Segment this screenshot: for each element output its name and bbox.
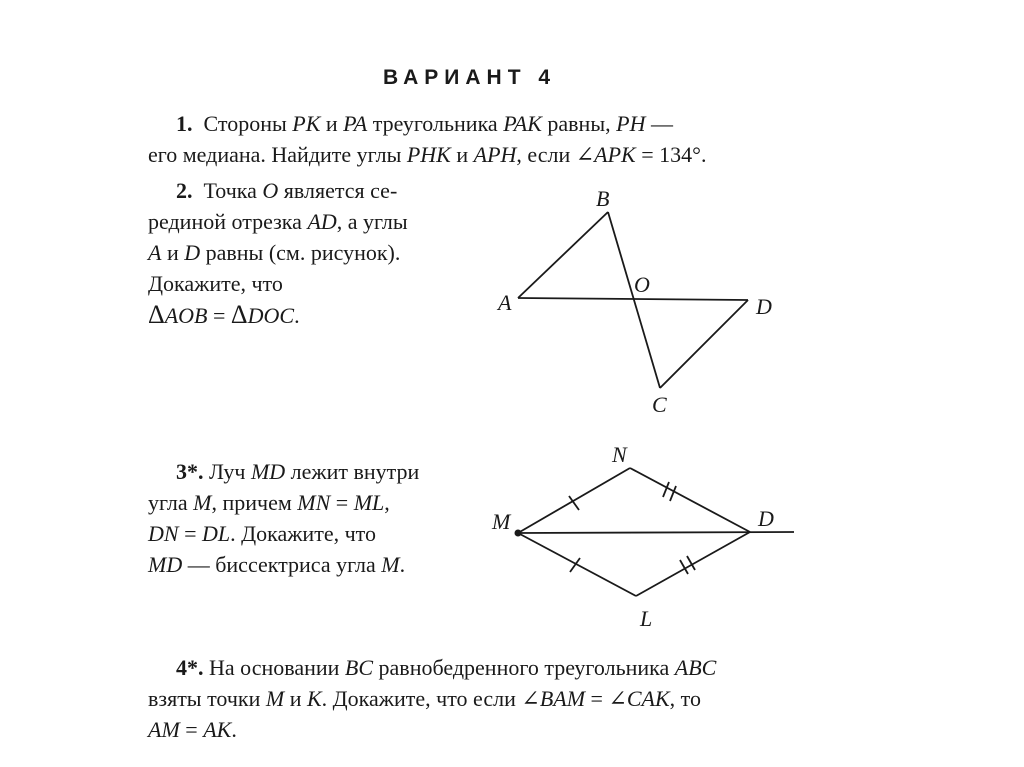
text: = 134°. — [635, 142, 707, 167]
text: равнобедренного треугольника — [373, 655, 675, 680]
math-cak: CAK — [626, 686, 670, 711]
text: его медиана. Найдите углы — [148, 142, 407, 167]
segment-ab — [518, 212, 608, 298]
text: и — [320, 111, 344, 136]
triangle-symbol: Δ — [230, 300, 248, 329]
math-pk: PK — [292, 111, 321, 136]
text: и — [450, 142, 474, 167]
label-m: M — [492, 509, 511, 534]
math-ml: ML — [353, 490, 385, 515]
text: = — [179, 717, 204, 742]
math-doc: DOC — [247, 303, 295, 328]
math-pak: PAK — [503, 111, 542, 136]
triangle-symbol: Δ — [148, 300, 165, 329]
label-b: B — [596, 186, 610, 211]
math-bc: BC — [344, 655, 374, 680]
problem-4-number: 4*. — [176, 655, 204, 680]
text: . — [399, 552, 406, 577]
math-dn: DN — [148, 521, 179, 546]
math-abc: ABC — [674, 655, 717, 680]
text: рединой отрезка — [148, 209, 308, 234]
label-o: O — [634, 272, 650, 297]
problem-3-number: 3*. — [176, 459, 204, 484]
text: . Докажите, что — [230, 521, 376, 546]
label-a: A — [498, 290, 512, 315]
text: и — [284, 686, 307, 711]
math-ad: AD — [307, 209, 337, 234]
angle-symbol: ∠ — [608, 686, 627, 711]
text: равны, — [541, 111, 617, 136]
figure-aob-doc — [496, 186, 772, 417]
text: Стороны — [203, 111, 293, 136]
math-md: MD — [250, 459, 286, 484]
label-d: D — [758, 506, 774, 531]
math-aph: APH — [473, 142, 517, 167]
problem-2-number: 2. — [176, 178, 193, 203]
text: угла — [148, 490, 194, 515]
label-d: D — [756, 294, 772, 319]
text: , то — [669, 686, 701, 711]
text: — биссектриса угла — [182, 552, 382, 577]
text: , если — [516, 142, 576, 167]
text: = — [178, 521, 202, 546]
ray-md — [518, 532, 794, 533]
text: — — [645, 111, 673, 136]
math-md: MD — [148, 552, 183, 577]
label-c: C — [652, 392, 667, 417]
math-d: D — [184, 240, 201, 265]
math-dl: DL — [201, 521, 231, 546]
math-m: M — [381, 552, 400, 577]
segment-dc — [660, 300, 748, 388]
tick-nd-1 — [663, 482, 669, 497]
text: На основании — [203, 655, 345, 680]
text: лежит внутри — [285, 459, 420, 484]
math-phk: PHK — [406, 142, 451, 167]
math-m: M — [265, 686, 285, 711]
text: и — [161, 240, 185, 265]
segment-ml — [518, 533, 636, 596]
text: , а углы — [336, 209, 408, 234]
segment-ld — [636, 532, 750, 596]
text: . — [294, 303, 300, 328]
angle-symbol: ∠ — [575, 142, 595, 167]
text: равны (см. рисунок). — [200, 240, 401, 265]
segment-nd — [630, 468, 750, 532]
text: = — [585, 686, 609, 711]
math-mn: MN — [297, 490, 331, 515]
math-pa: PA — [343, 111, 368, 136]
text: Точка — [203, 178, 263, 203]
text: . — [231, 717, 237, 742]
angle-symbol: ∠ — [521, 686, 540, 711]
text: , причем — [211, 490, 298, 515]
tick-nd-2 — [670, 486, 676, 501]
text: взяты точки — [148, 686, 266, 711]
text: Луч — [203, 459, 251, 484]
text: является се- — [278, 178, 398, 203]
segment-ad — [518, 298, 748, 300]
text: = — [207, 303, 231, 328]
math-aob: AOB — [164, 303, 208, 328]
math-ph: PH — [616, 111, 646, 136]
problem-1-number: 1. — [176, 111, 193, 136]
segment-mn — [518, 468, 630, 533]
label-l: L — [640, 606, 653, 631]
text: треугольника — [367, 111, 504, 136]
text: = — [330, 490, 354, 515]
math-a: A — [148, 240, 162, 265]
math-apk: APK — [594, 142, 636, 167]
math-ak: AK — [203, 717, 232, 742]
figure-mnld — [491, 442, 794, 631]
text: , — [384, 490, 390, 515]
math-bam: BAM — [539, 686, 586, 711]
text: . Докажите, что если — [321, 686, 522, 711]
text: Докажите, что — [148, 271, 283, 296]
label-n: N — [612, 442, 627, 467]
point-m — [515, 530, 522, 537]
math-m: M — [193, 490, 212, 515]
math-am: AM — [148, 717, 180, 742]
variant-title: ВАРИАНТ 4 — [383, 66, 557, 89]
math-o: O — [262, 178, 279, 203]
math-k: K — [306, 686, 322, 711]
